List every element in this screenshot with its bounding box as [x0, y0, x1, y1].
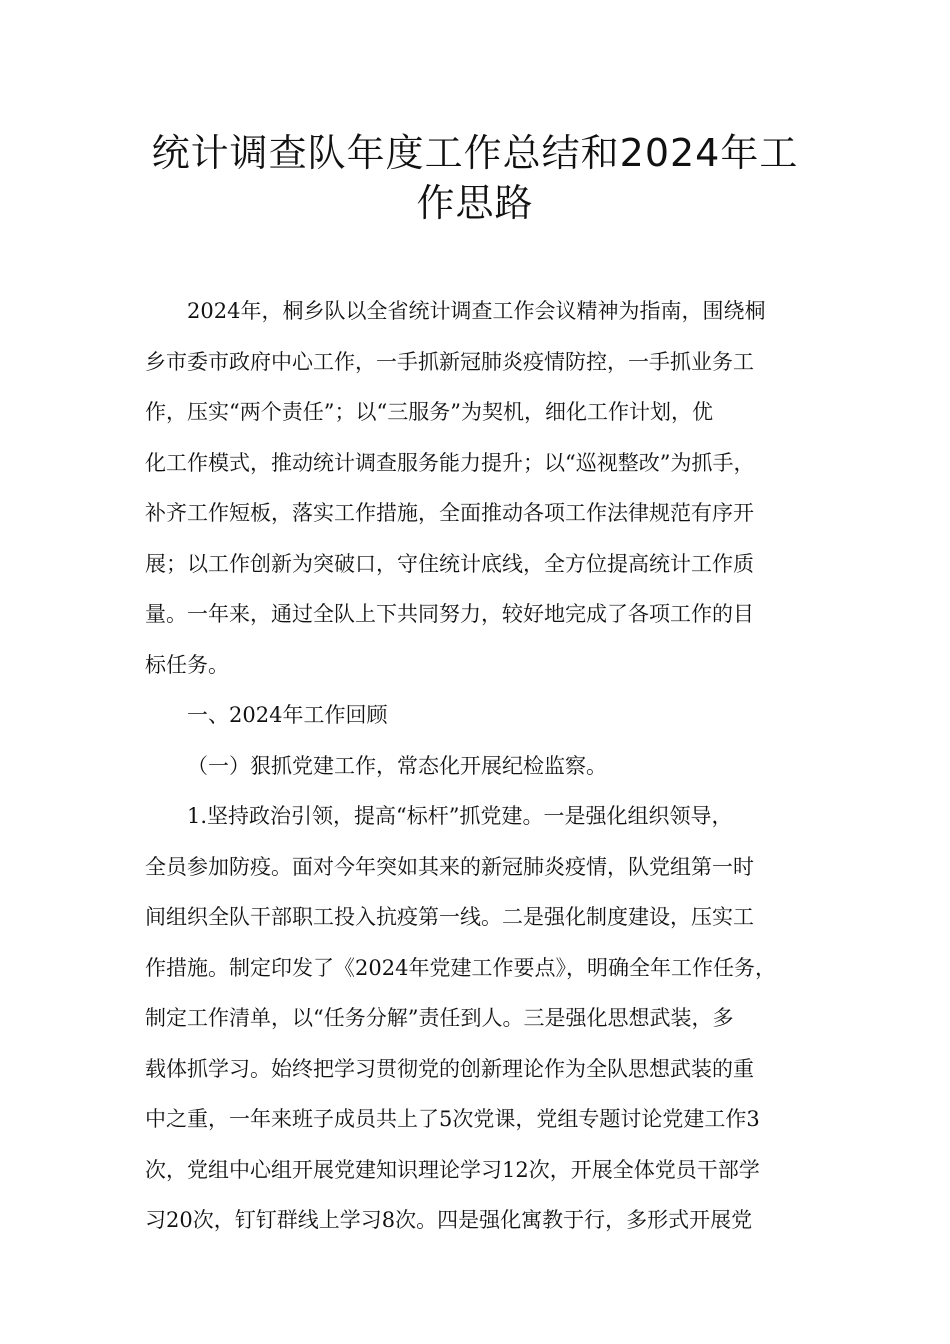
title-line-2: 作思路 — [416, 181, 534, 225]
text-line: 补齐工作短板，落实工作措施，全面推动各项工作法律规范有序开 — [145, 501, 754, 525]
text-line: 中之重，一年来班子成员共上了5次党课，党组专题讨论党建工作3 — [145, 1107, 760, 1131]
title-line-1: 统计调查队年度工作总结和2024年工 — [151, 131, 799, 175]
text-line: 化工作模式，推动统计调查服务能力提升；以“巡视整改”为抓手， — [145, 450, 755, 475]
text-line: 1.坚持政治引领，提高“标杆”抓党建。一是强化组织领导， — [187, 804, 733, 828]
text-line: 展；以工作创新为突破口，守住统计底线，全方位提高统计工作质 — [145, 551, 754, 576]
text-line: 习20次，钉钉群线上学习8次。四是强化寓教于行，多形式开展党 — [145, 1208, 753, 1232]
intro-paragraph — [145, 286, 810, 690]
text-line: 间组织全队干部职工投入抗疫第一线。二是强化制度建设，压实工 — [145, 905, 754, 929]
text-line: 次，党组中心组开展党建知识理论学习12次，开展全体党员干部学 — [145, 1157, 760, 1182]
text-line: 制定工作清单，以“任务分解”责任到人。三是强化思想武装，多 — [145, 1006, 734, 1030]
section-heading — [145, 690, 810, 741]
subsection-heading — [145, 741, 810, 792]
text-line: 载体抓学习。始终把学习贯彻党的创新理论作为全队思想武装的重 — [145, 1056, 754, 1081]
subsection-heading-text: （一）狠抓党建工作，常态化开展纪检监察。 — [187, 753, 607, 778]
text-line: 乡市委市政府中心工作，一手抓新冠肺炎疫情防控，一手抓业务工 — [145, 349, 754, 374]
document-title — [120, 128, 830, 228]
text-line: 标任务。 — [145, 652, 229, 677]
text-line: 作措施。制定印发了《2024年党建工作要点》，明确全年工作任务， — [145, 955, 776, 980]
text-line: 作，压实“两个责任”；以“三服务”为契机，细化工作计划，优 — [145, 400, 713, 424]
text-line: 全员参加防疫。面对今年突如其来的新冠肺炎疫情，队党组第一时 — [145, 854, 754, 879]
document-body — [145, 286, 810, 1246]
item-paragraph — [145, 791, 810, 1246]
section-heading-text: 一、2024年工作回顾 — [187, 703, 388, 727]
text-line: 量。一年来，通过全队上下共同努力，较好地完成了各项工作的目 — [145, 602, 754, 626]
text-line: 2024年，桐乡队以全省统计调查工作会议精神为指南，围绕桐 — [187, 299, 766, 323]
